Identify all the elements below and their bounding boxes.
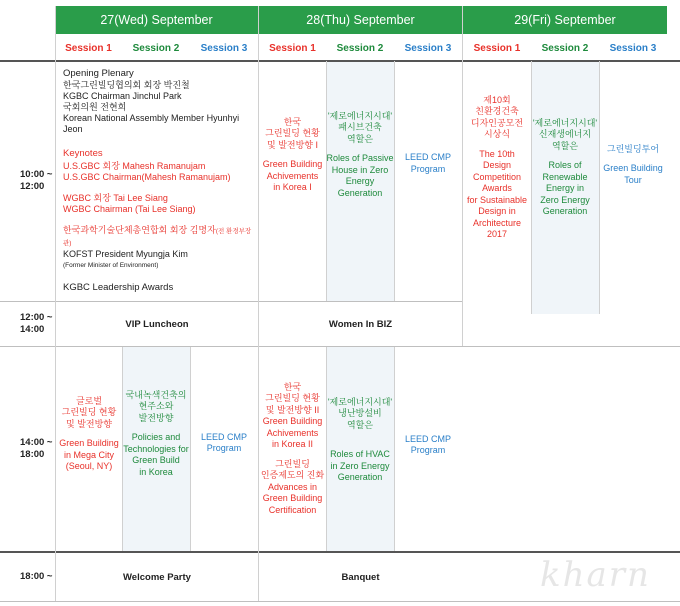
day-title: 28(Thu) September	[306, 13, 415, 27]
session-cell	[394, 347, 462, 551]
session-title-ko: 역할은	[346, 133, 374, 144]
session-title-ko: 시상식	[483, 129, 511, 139]
time-slot-evening	[0, 553, 55, 601]
session-title-en: Renewable	[542, 171, 588, 182]
session-cell	[531, 61, 599, 314]
plenary-speaker-en: KGBC Chairman Jinchul Park	[63, 91, 182, 101]
opening-plenary	[63, 68, 258, 293]
session-label-3	[190, 36, 258, 60]
session-title-ko: 그린빌딩	[275, 458, 310, 469]
plenary-title: Opening Plenary	[63, 68, 134, 79]
session-title-ko: '제로에너지시대'	[327, 110, 393, 121]
session-cell	[599, 61, 667, 314]
session-label-text: Session 1	[65, 42, 112, 54]
session-title-en: in Korea	[139, 466, 173, 477]
leadership-awards: KGBC Leadership Awards	[63, 282, 174, 293]
session-title-ko: 친환경건축	[475, 106, 519, 116]
session-title-en: Green Building	[262, 416, 323, 427]
session-cell	[394, 61, 462, 301]
session-title-en: Tour	[624, 174, 642, 185]
session-title-ko: 역할은	[551, 140, 579, 151]
session-title-ko: 한국	[283, 381, 302, 392]
session-title-en: in Korea II	[271, 439, 314, 450]
session-title-ko: 및 발전방향	[66, 418, 112, 429]
session-title-en: Achivements	[266, 427, 319, 438]
keynote-speaker: KOFST President Myungja Kim	[63, 249, 188, 259]
plenary-speaker-en: Korean National Assembly Member Hyunhyi Jeon	[63, 113, 240, 134]
session-title-en: in Zero Energy	[330, 460, 390, 471]
session-title-en: for Sustainable	[466, 194, 528, 205]
session-title-en: House in Zero	[331, 164, 389, 175]
session-title-ko: 현주소와	[138, 401, 174, 412]
session-title-en: Competition	[472, 171, 522, 182]
session-title-en: Design in	[478, 206, 516, 216]
session-title-en: Generation	[542, 206, 588, 216]
session-title-en: Technologies for	[123, 443, 189, 454]
day-header-fri	[463, 6, 667, 34]
event-title: Banquet	[341, 571, 380, 583]
session-title-en: The 10th	[479, 148, 515, 159]
session-label-text: Session 3	[200, 42, 248, 54]
session-cell	[259, 61, 326, 301]
session-title-ko: 신재생에너지	[538, 129, 592, 139]
keynote-speaker-note: (Former Minister of Environment)	[63, 262, 159, 269]
time-start: 18:00 ~	[20, 571, 53, 582]
session-cell	[326, 61, 394, 301]
session-label-text: Session 2	[336, 42, 384, 54]
session-label-1	[259, 36, 326, 60]
keynote-speaker: U.S.GBC Chairman(Mahesh Ramanujam)	[63, 172, 231, 182]
session-title-ko: 국내녹색건축의	[125, 389, 187, 400]
evening-event-thu	[259, 553, 462, 601]
session-cell	[190, 347, 258, 551]
time-slot-lunch	[0, 302, 55, 346]
session-title-en: Energy in	[545, 183, 585, 193]
session-title-en: (Seoul, NY)	[65, 461, 113, 471]
keynote-speaker: WGBC 회장 Tai Lee Siang	[63, 193, 168, 203]
session-title-en: Green Building	[603, 163, 663, 174]
keynotes-title: Keynotes	[63, 148, 103, 159]
time-end: 18:00	[20, 449, 45, 460]
session-title-en: Green Building	[262, 159, 323, 169]
keynote-speaker: U.S.GBC 회장 Mahesh Ramanujam	[63, 161, 206, 171]
time-start: 10:00 ~	[20, 169, 53, 180]
session-title-ko: 냉난방설비	[338, 408, 382, 418]
session-title-ko: 인증제도의 진화	[260, 470, 325, 481]
session-label-1	[463, 36, 531, 60]
session-title-en: LEED CMP	[200, 431, 247, 442]
session-title-ko: 디자인공모전	[470, 117, 524, 128]
session-title-ko: 제10회	[483, 94, 511, 105]
session-title-ko: '제로에너지시대'	[532, 117, 598, 128]
session-label-3	[599, 36, 667, 60]
event-title: VIP Luncheon	[125, 318, 189, 330]
session-cell	[326, 347, 394, 551]
watermark-text: kharn	[540, 555, 651, 595]
time-start: 12:00 ~	[20, 312, 53, 323]
session-title-ko: 그린빌딩투어	[606, 143, 660, 154]
day-header-wed	[55, 6, 258, 34]
session-title-en: Program	[410, 445, 446, 455]
time-slot-afternoon	[0, 347, 55, 551]
session-label-text: Session 3	[609, 42, 657, 54]
watermark-logo	[540, 555, 651, 595]
session-cell	[122, 347, 190, 551]
session-title-ko: 그린빌딩 현황	[265, 128, 320, 138]
session-title-ko: 한국	[283, 116, 302, 127]
session-title-en: Green Building	[59, 438, 119, 448]
day-title: 27(Wed) September	[100, 13, 213, 27]
session-label-2	[326, 36, 394, 60]
session-label-text: Session 2	[132, 42, 180, 54]
keynote-speaker	[63, 225, 258, 249]
session-title-en: Policies and	[131, 432, 181, 443]
session-title-en: LEED CMP	[404, 152, 451, 162]
session-title-en: in Mega City	[63, 449, 115, 460]
session-title-en: Green Build	[132, 455, 180, 466]
session-label-2	[122, 36, 190, 60]
session-cell	[463, 61, 531, 314]
session-label-text: Session 1	[473, 42, 521, 54]
session-title-en: Green Building	[262, 493, 323, 504]
session-title-en: Energy	[345, 176, 375, 187]
session-title-ko: 그린빌딩 현황	[61, 407, 117, 417]
session-title-ko: '제로에너지시대'	[327, 396, 393, 407]
lunch-event-wed	[56, 302, 258, 346]
day-title: 29(Fri) September	[514, 13, 616, 27]
day-header-thu	[259, 6, 462, 34]
session-title-ko: 패시브건축	[338, 122, 382, 133]
time-end: 12:00	[20, 181, 45, 192]
session-title-ko: 그린빌딩 현황	[265, 393, 320, 404]
evening-event-wed	[56, 553, 258, 601]
time-slot-morning	[0, 61, 55, 301]
plenary-speaker-ko: 국회의원 전현희	[63, 102, 127, 112]
grid-divider	[0, 601, 680, 602]
session-label-3	[394, 36, 462, 60]
session-title-ko: 및 발전방향 II	[265, 404, 320, 415]
time-end: 14:00	[20, 324, 45, 335]
session-title-en: Advances in	[267, 481, 318, 492]
session-title-en: Architecture 2017	[472, 217, 522, 239]
time-start: 14:00 ~	[20, 437, 53, 448]
session-title-ko: 및 발전방향 I	[267, 139, 318, 150]
session-title-en: Roles of Passive	[326, 153, 394, 164]
session-title-en: Generation	[337, 187, 383, 198]
session-title-en: Roles of	[548, 160, 582, 170]
session-label-text: Session 2	[541, 42, 589, 54]
keynote-speaker-note: (전 환경부장관)	[63, 228, 252, 247]
keynote-speaker-name: 한국과학기술단체총연합회 회장 김명자	[63, 225, 216, 235]
session-title-en: Awards	[482, 183, 512, 193]
session-label-text: Session 1	[269, 42, 316, 54]
session-title-en: Zero Energy	[540, 194, 590, 205]
session-title-en: LEED CMP	[404, 433, 451, 444]
session-title-ko: 글로벌	[75, 395, 103, 406]
session-label-1	[55, 36, 122, 60]
session-title-en: Program	[206, 443, 242, 453]
event-title: Welcome Party	[123, 571, 191, 583]
session-title-en: Program	[410, 163, 446, 174]
session-cell	[259, 347, 326, 551]
lunch-event-thu	[259, 302, 462, 346]
session-cell	[56, 347, 122, 551]
session-title-en: Roles of HVAC	[330, 449, 390, 459]
session-title-en: Generation	[337, 472, 383, 482]
session-title-en: Achivements	[266, 170, 319, 181]
session-label-2	[531, 36, 599, 60]
keynote-speaker: WGBC Chairman (Tai Lee Siang)	[63, 204, 196, 214]
plenary-speaker-ko: 한국그린빌딩협의회 회장 박진철	[63, 80, 190, 90]
session-title-ko: 역할은	[346, 419, 374, 430]
session-title-en: in Korea I	[273, 182, 312, 192]
session-title-ko: 발전방향	[138, 412, 174, 423]
session-title-en: Certification	[268, 504, 317, 515]
session-title-en: Design	[482, 160, 511, 170]
session-label-text: Session 3	[404, 42, 452, 54]
event-title: Women In BIZ	[328, 318, 393, 330]
